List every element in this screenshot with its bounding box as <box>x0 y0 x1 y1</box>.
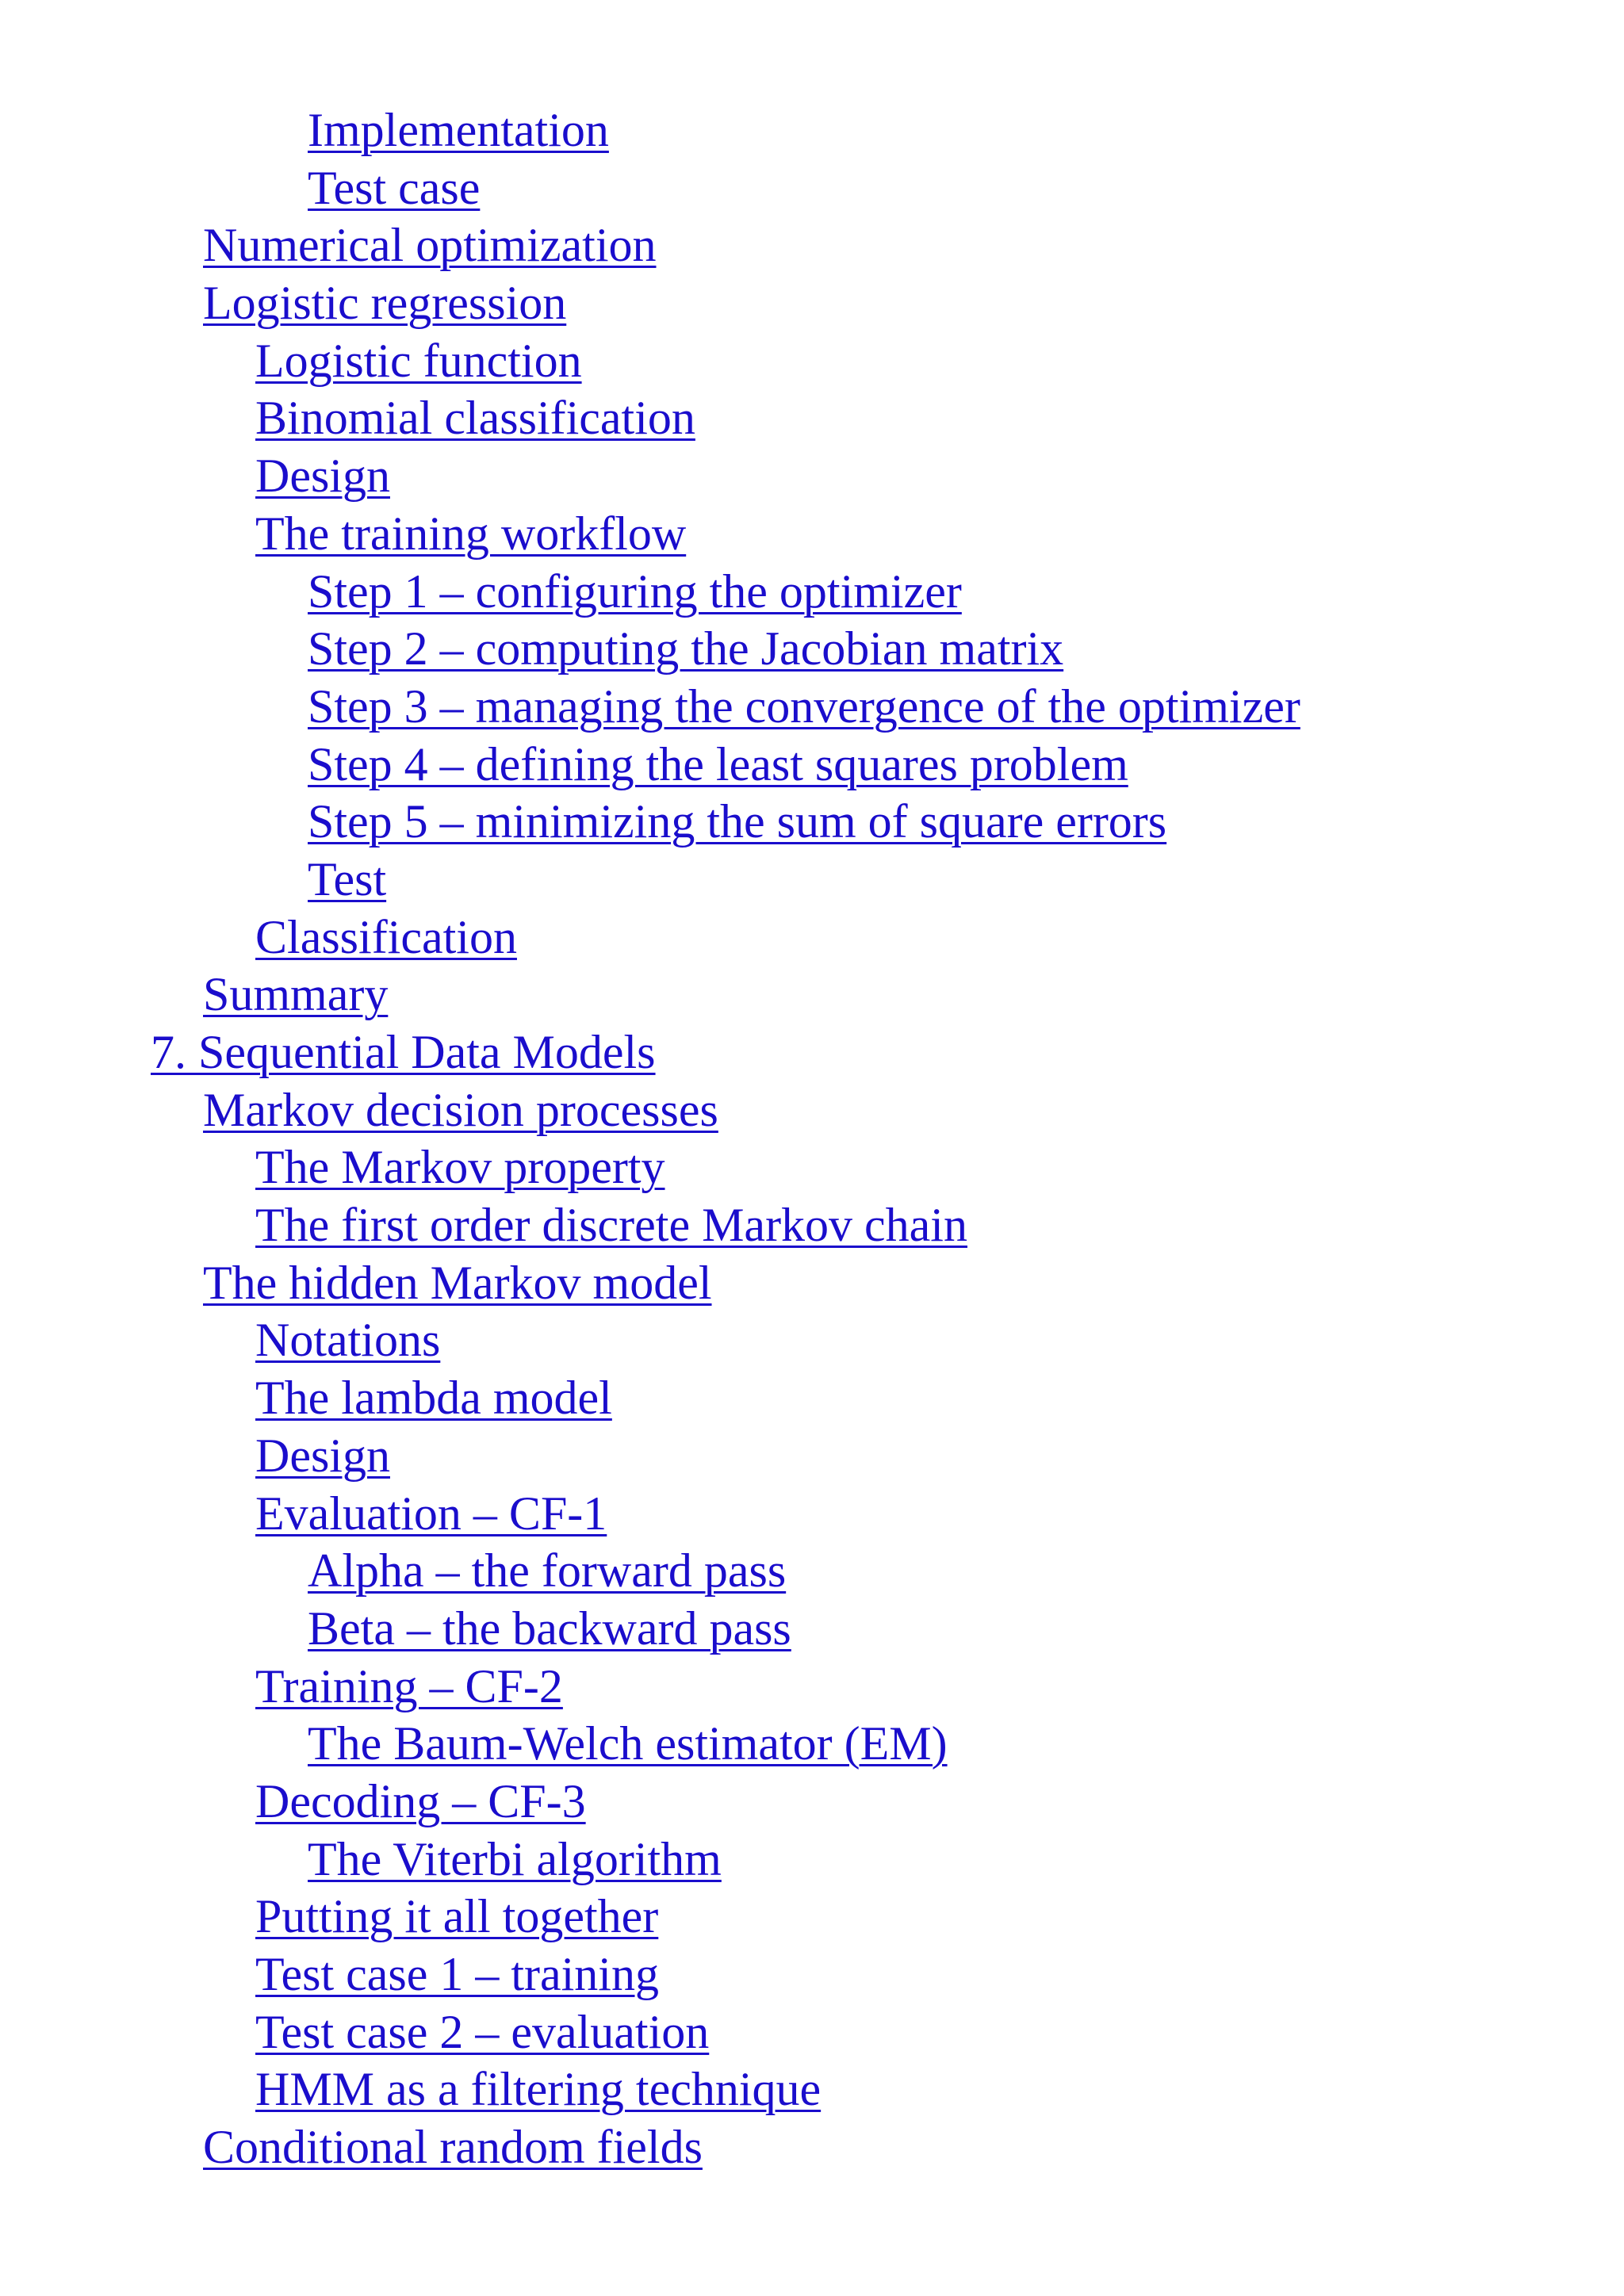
toc-link-classification[interactable]: Classification <box>255 910 517 963</box>
toc-link-decoding-cf3[interactable]: Decoding – CF-3 <box>255 1774 586 1827</box>
toc-link-chapter-7[interactable]: 7. Sequential Data Models <box>151 1026 656 1078</box>
toc-link-conditional-random-fields[interactable]: Conditional random fields <box>203 2121 703 2174</box>
toc-link-step-2[interactable]: Step 2 – computing the Jacobian matrix <box>308 622 1064 675</box>
toc-link-training-cf2[interactable]: Training – CF-2 <box>255 1659 563 1712</box>
toc-link-lambda-model[interactable]: The lambda model <box>255 1372 612 1425</box>
toc-link-test-case-2[interactable]: Test case 2 – evaluation <box>255 2005 710 2058</box>
toc-link-logistic-regression[interactable]: Logistic regression <box>203 277 567 330</box>
toc-link-design-hmm[interactable]: Design <box>255 1429 390 1482</box>
toc-link-design[interactable]: Design <box>255 450 390 503</box>
toc-link-step-3[interactable]: Step 3 – managing the convergence of the optimizer <box>308 679 1300 733</box>
toc-link-logistic-function[interactable]: Logistic function <box>255 334 582 387</box>
toc-link-baum-welch[interactable]: The Baum-Welch estimator (EM) <box>308 1717 948 1770</box>
toc-link-hidden-markov-model[interactable]: The hidden Markov model <box>203 1256 712 1309</box>
toc-link-step-5[interactable]: Step 5 – minimizing the sum of square errors <box>308 795 1167 848</box>
toc-link-evaluation-cf1[interactable]: Evaluation – CF-1 <box>255 1487 607 1540</box>
toc-link-implementation[interactable]: Implementation <box>308 104 609 156</box>
toc-link-markov-decision-processes[interactable]: Markov decision processes <box>203 1083 718 1136</box>
toc-link-training-workflow[interactable]: The training workflow <box>255 507 687 560</box>
toc-link-alpha-forward-pass[interactable]: Alpha – the forward pass <box>308 1544 787 1598</box>
toc-link-summary[interactable]: Summary <box>203 968 389 1021</box>
toc-link-notations[interactable]: Notations <box>255 1314 441 1367</box>
toc-link-beta-backward-pass[interactable]: Beta – the backward pass <box>308 1601 791 1655</box>
toc-link-test[interactable]: Test <box>308 852 387 905</box>
toc-link-test-case-1[interactable]: Test case 1 – training <box>255 1948 659 2000</box>
toc-link-step-4[interactable]: Step 4 – defining the least squares problem <box>308 737 1128 790</box>
toc-link-putting-together[interactable]: Putting it all together <box>255 1890 659 1943</box>
toc-link-test-case[interactable]: Test case <box>308 161 481 214</box>
toc-link-binomial-classification[interactable]: Binomial classification <box>255 392 695 445</box>
toc-link-hmm-filtering[interactable]: HMM as a filtering technique <box>255 2063 822 2116</box>
toc-link-numerical-optimization[interactable]: Numerical optimization <box>203 219 657 272</box>
table-of-contents <box>0 101 1624 2176</box>
toc-link-markov-property[interactable]: The Markov property <box>255 1141 665 1194</box>
toc-link-viterbi[interactable]: The Viterbi algorithm <box>308 1832 722 1885</box>
toc-link-step-1[interactable]: Step 1 – configuring the optimizer <box>308 564 962 618</box>
toc-link-first-order-markov-chain[interactable]: The first order discrete Markov chain <box>255 1199 967 1252</box>
